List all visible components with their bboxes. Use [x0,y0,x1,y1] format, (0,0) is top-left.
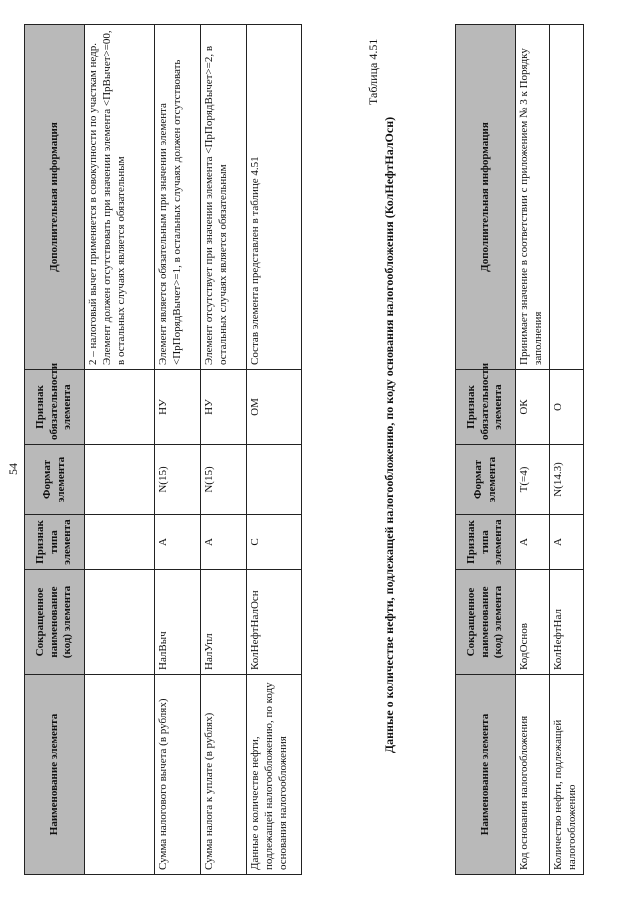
cell-type: С [247,515,302,570]
cell-format [85,445,155,515]
cell-name [85,675,155,875]
cell-type: А [516,515,550,570]
cell-format: T(=4) [516,445,550,515]
cell-code: НалУпл [201,570,247,675]
cell-required: ОМ [247,370,302,445]
table-continuation [24,24,302,875]
table-title: Данные о количестве нефти, подлежащей налогообложению, по коду основания налогообложения (КолНефтНалОсн) [382,116,396,754]
table-4-51 [455,24,584,875]
cell-info: Принимает значение в соответствии с приложением № 3 к Порядку заполнения [516,25,550,370]
header-cell: Признак обязательности элемента [456,370,516,445]
header-cell: Признак типа элемента [25,515,85,570]
cell-code: КодОснов [516,570,550,675]
table-row [550,25,584,875]
header-cell: Сокращенное наименование (код) элемента [25,570,85,675]
cell-type: А [201,515,247,570]
table-row [85,25,155,875]
header-cell: Наименование элемента [456,675,516,875]
cell-info: Элемент является обязательным при значении элемента <ПрПорядВычет>=1, в остальных случаях должен отсутствовать [155,25,201,370]
cell-info: Элемент отсутствует при значении элемента <ПрПорядВычет>=2, в остальных случаях является обязательным [201,25,247,370]
header-cell: Дополнительная информация [456,25,516,370]
cell-name: Сумма налога к уплате (в рублях) [201,675,247,875]
table-row [247,25,302,875]
header-cell: Признак обязательности элемента [25,370,85,445]
cell-required [85,370,155,445]
table-row [516,25,550,875]
cell-info: Состав элемента представлен в таблице 4.51 [247,25,302,370]
cell-type [85,515,155,570]
table-row [201,25,247,875]
header-cell: Признак типа элемента [456,515,516,570]
cell-code: НалВыч [155,570,201,675]
table-number: Таблица 4.51 [366,38,380,105]
cell-info [550,25,584,370]
cell-type: А [155,515,201,570]
cell-required: НУ [201,370,247,445]
cell-code: КолНефтНал [550,570,584,675]
cell-name: Данные о количестве нефти, подлежащей налогообложению, по коду основания налогообложения [247,675,302,875]
header-cell: Дополнительная информация [25,25,85,370]
cell-format: N(14.3) [550,445,584,515]
cell-format: N(15) [201,445,247,515]
cell-format: N(15) [155,445,201,515]
table-row [155,25,201,875]
cell-required: ОК [516,370,550,445]
cell-code: КолНефтНалОсн [247,570,302,675]
header-cell: Формат элемента [25,445,85,515]
header-cell: Наименование элемента [25,675,85,875]
header-cell: Сокращенное наименование (код) элемента [456,570,516,675]
cell-code [85,570,155,675]
cell-required: НУ [155,370,201,445]
cell-format [247,445,302,515]
cell-name: Код основания налогообложения [516,675,550,875]
cell-name: Сумма налогового вычета (в рублях) [155,675,201,875]
cell-type: А [550,515,584,570]
cell-required: О [550,370,584,445]
page-number: 54 [6,463,20,475]
header-cell: Формат элемента [456,445,516,515]
cell-info: 2 – налоговый вычет применяется в совокупности по участкам недр. Элемент должен отсутствовать при значении элемента <ПрВычет>=00, в остальных случаях является обязательным [85,25,155,370]
cell-name: Количество нефти, подлежащей налогообложению [550,675,584,875]
